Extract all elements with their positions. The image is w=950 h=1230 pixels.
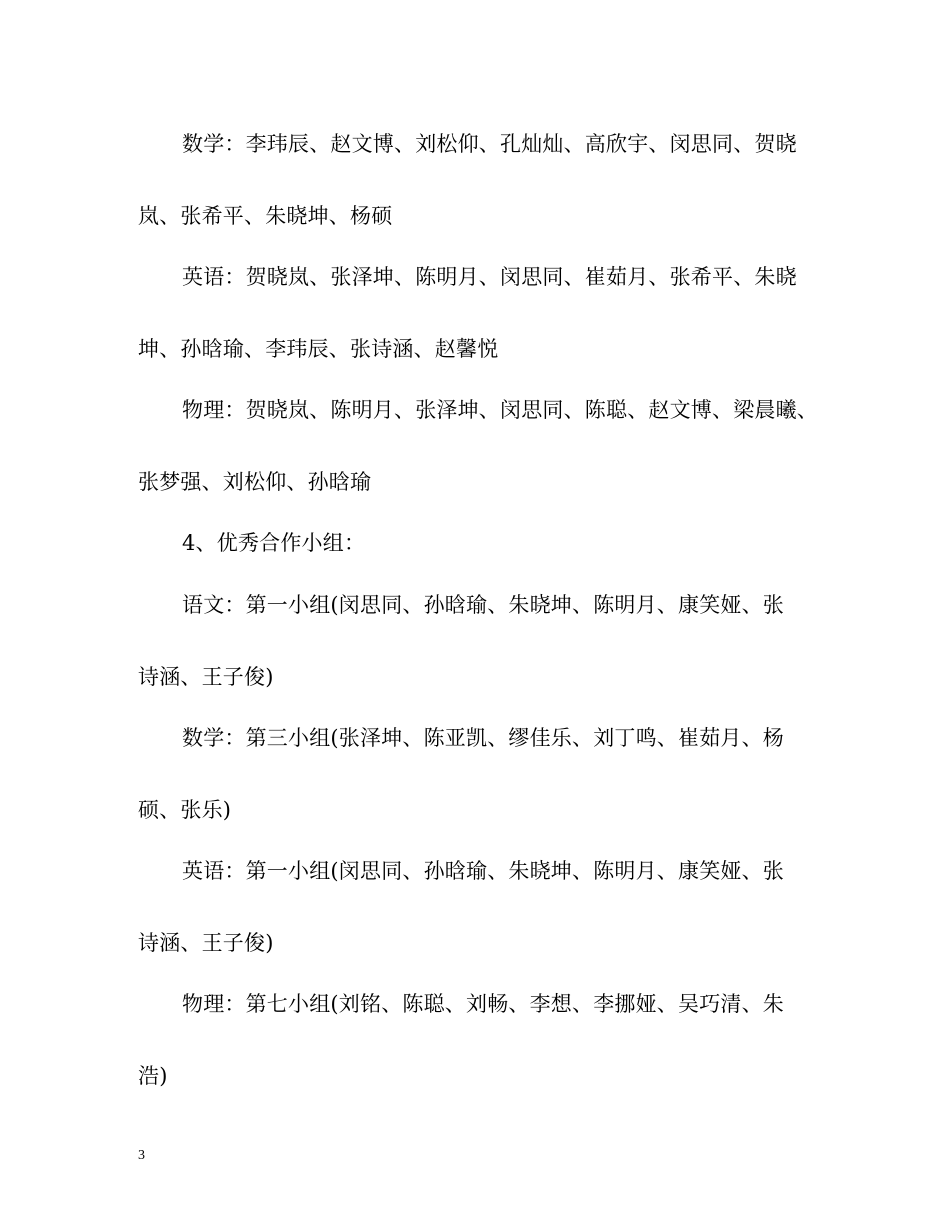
math-awards-line-2: 岚、张希平、朱晓坤、杨硕: [138, 204, 393, 228]
physics-group-line-2: 浩): [138, 1064, 168, 1088]
chinese-group-line-2: 诗涵、王子俊): [138, 665, 274, 689]
english-group-line-2: 诗涵、王子俊): [138, 931, 274, 955]
english-group-line-1: 英语：第一小组(闵思同、孙晗瑜、朱晓坤、陈明月、康笑娅、张: [182, 859, 784, 883]
math-awards-line-1: 数学：李玮辰、赵文博、刘松仰、孔灿灿、高欣宇、闵思同、贺晓: [182, 132, 797, 156]
physics-group-line-1: 物理：第七小组(刘铭、陈聪、刘畅、李想、李挪娅、吴巧清、朱: [182, 992, 784, 1016]
chinese-group-line-1: 语文：第一小组(闵思同、孙晗瑜、朱晓坤、陈明月、康笑娅、张: [182, 593, 784, 617]
physics-awards-line-1: 物理：贺晓岚、陈明月、张泽坤、闵思同、陈聪、赵文博、梁晨曦、: [182, 398, 818, 422]
math-group-line-1: 数学：第三小组(张泽坤、陈亚凯、缪佳乐、刘丁鸣、崔茹月、杨: [182, 726, 784, 750]
page-number: 3: [138, 1148, 145, 1163]
english-awards-line-1: 英语：贺晓岚、张泽坤、陈明月、闵思同、崔茹月、张希平、朱晓: [182, 265, 797, 289]
section-heading-cooperation-groups: 4、优秀合作小组：: [182, 531, 366, 555]
physics-awards-line-2: 张梦强、刘松仰、孙晗瑜: [138, 470, 372, 494]
english-awards-line-2: 坤、孙晗瑜、李玮辰、张诗涵、赵馨悦: [138, 337, 499, 361]
math-group-line-2: 硕、张乐): [138, 798, 232, 822]
